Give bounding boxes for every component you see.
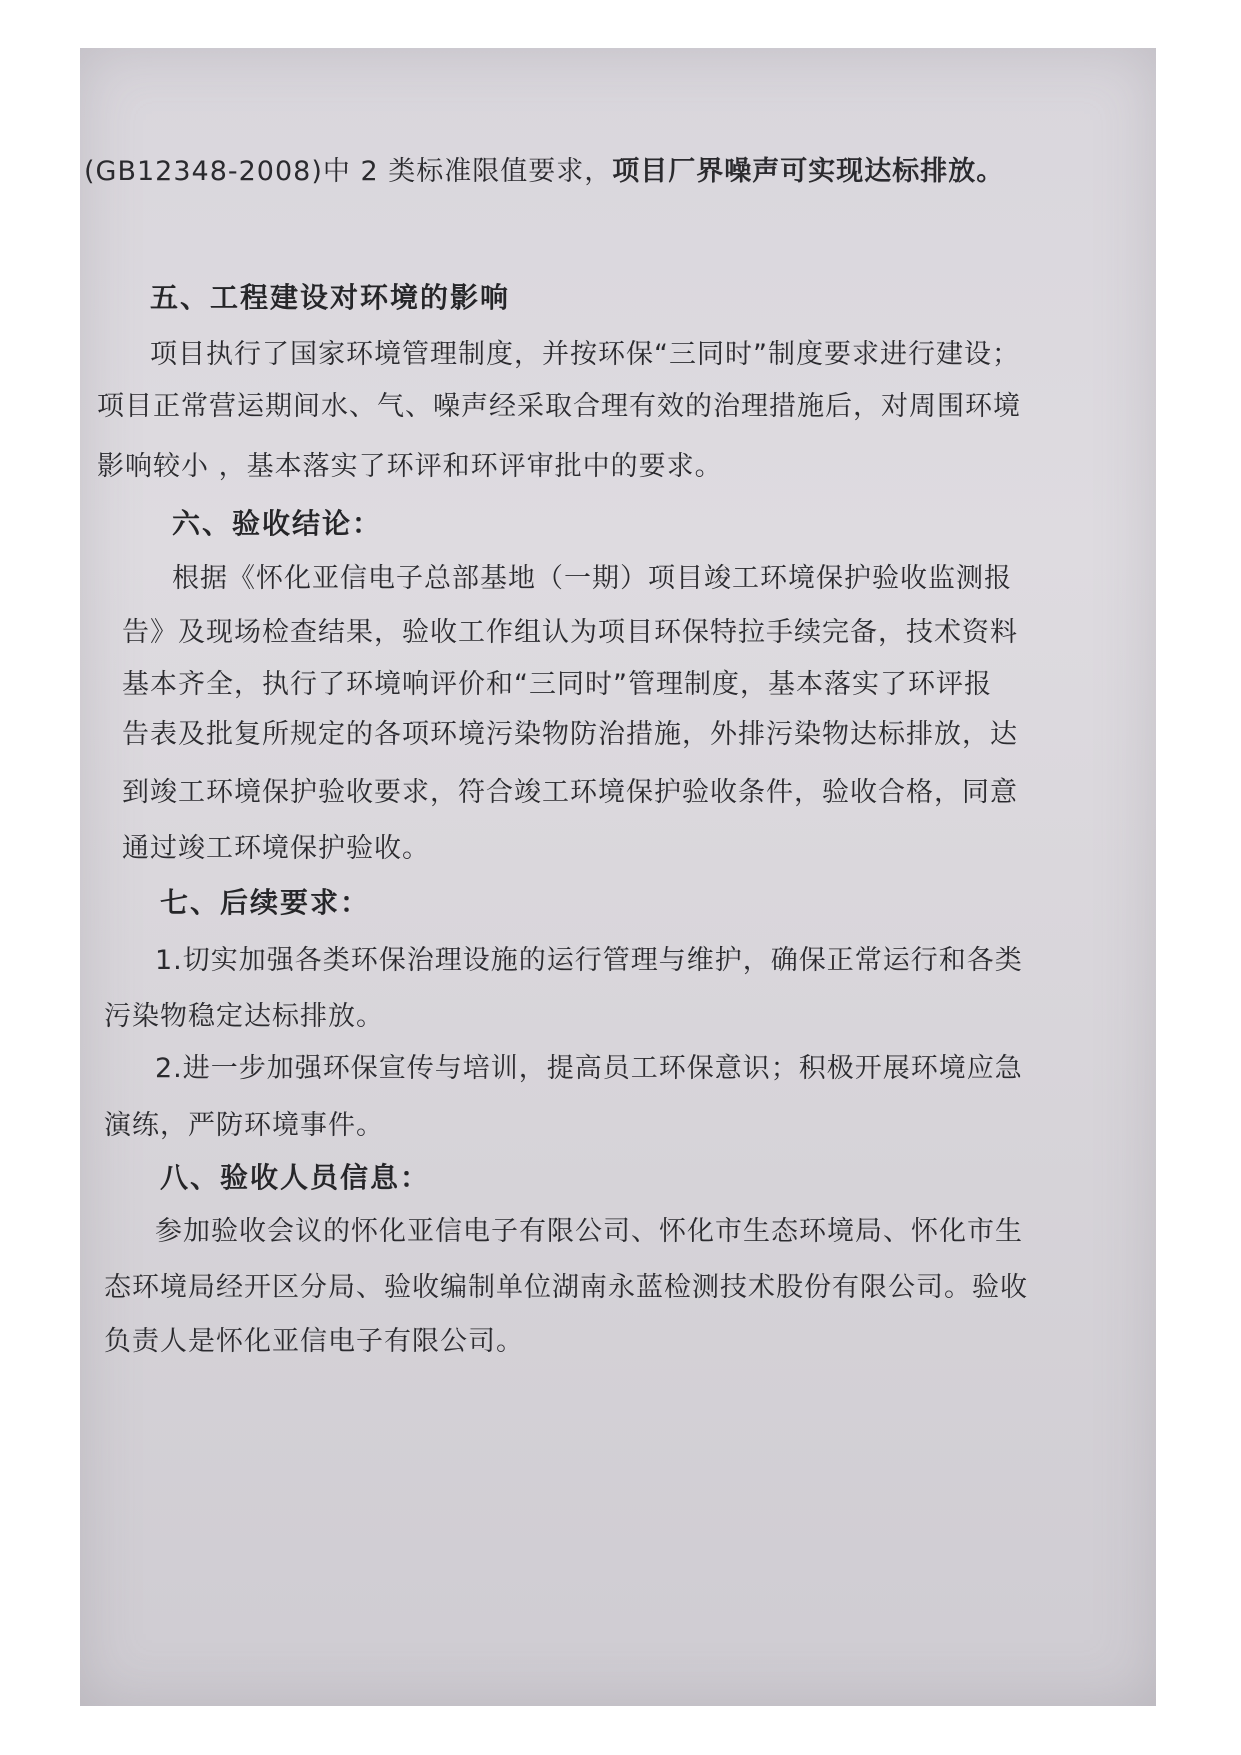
- section5-line: 项目执行了国家环境管理制度，并按环保“三同时”制度要求进行建设；: [150, 339, 1020, 370]
- section-heading-6: 六、验收结论：: [172, 507, 383, 540]
- section-heading-5: 五、工程建设对环境的影响: [150, 281, 511, 314]
- intro-text-bold: 项目厂界噪声可实现达标排放。: [612, 156, 1005, 187]
- section8-line: 负责人是怀化亚信电子有限公司。: [104, 1326, 524, 1357]
- section8-line: 态环境局经开区分局、验收编制单位湖南永蓝检测技术股份有限公司。验收: [104, 1272, 1028, 1303]
- section7-line: 演练，严防环境事件。: [104, 1110, 384, 1141]
- section5-line: 项目正常营运期间水、气、噪声经采取合理有效的治理措施后，对周围环境: [97, 391, 1021, 422]
- section6-line: 到竣工环境保护验收要求，符合竣工环境保护验收条件，验收合格，同意: [122, 777, 1018, 808]
- section6-line: 通过竣工环境保护验收。: [122, 833, 430, 864]
- section7-line: 污染物稳定达标排放。: [104, 1001, 384, 1032]
- section-heading-7: 七、后续要求：: [160, 886, 371, 919]
- intro-text: (GB12348-2008)中 2 类标准限值要求，: [84, 156, 613, 187]
- section-heading-8: 八、验收人员信息：: [160, 1161, 431, 1194]
- section7-line: 1.切实加强各类环保治理设施的运行管理与维护，确保正常运行和各类: [155, 945, 1023, 976]
- section6-line: 告》及现场检查结果，验收工作组认为项目环保特拉手续完备，技术资料: [122, 617, 1018, 648]
- intro-line: [84, 153, 1004, 191]
- section6-line: 根据《怀化亚信电子总部基地（一期）项目竣工环境保护验收监测报: [172, 563, 1012, 594]
- section7-line: 2.进一步加强环保宣传与培训，提高员工环保意识；积极开展环境应急: [155, 1053, 1023, 1084]
- section6-line: 告表及批复所规定的各项环境污染物防治措施，外排污染物达标排放，达: [122, 719, 1018, 750]
- section8-line: 参加验收会议的怀化亚信电子有限公司、怀化市生态环境局、怀化市生: [155, 1216, 1023, 1247]
- section5-line: 影响较小 ，基本落实了环评和环评审批中的要求。: [97, 451, 723, 482]
- section6-line: 基本齐全，执行了环境响评价和“三同时”管理制度，基本落实了环评报: [122, 669, 992, 700]
